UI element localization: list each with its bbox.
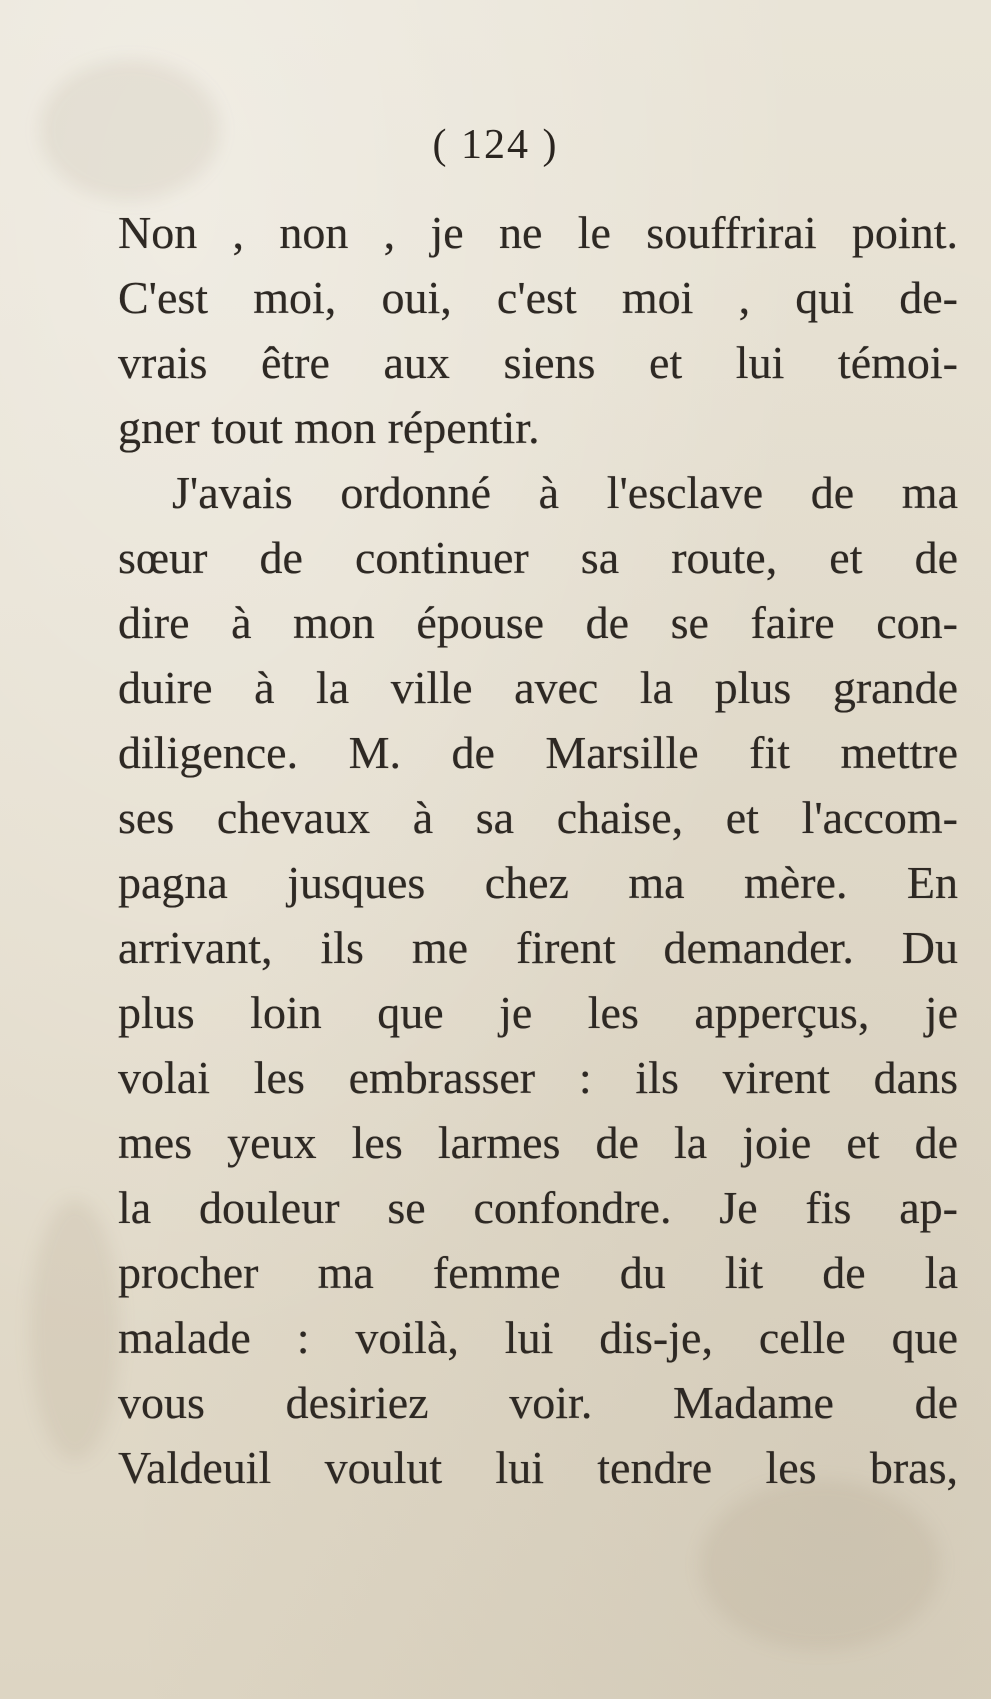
text-line: plus loin que je les apperçus, je [118,987,958,1038]
text-line: dire à mon épouse de se faire con- [118,597,958,648]
text-line: Non , non , je ne le souffrirai point. [118,207,958,258]
text-line: gner tout mon répentir. [118,402,540,453]
text-line: la douleur se confondre. Je fis ap- [118,1182,958,1233]
page-number-header: ( 124 ) [432,122,559,168]
text-line: duire à la ville avec la plus grande [118,662,958,713]
text-line: diligence. M. de Marsille fit mettre [118,727,958,778]
paragraph-first-line: J'avais ordonné à l'esclave de ma [172,467,958,518]
paper-stain [30,1200,120,1460]
text-line: procher ma femme du lit de la [118,1247,958,1298]
paper-stain [700,1480,940,1650]
text-line: ses chevaux à sa chaise, et l'accom- [118,792,958,843]
text-line: mes yeux les larmes de la joie et de [118,1117,958,1168]
body-text [118,200,958,1500]
text-line: pagna jusques chez ma mère. En [118,857,958,908]
text-line: vous desiriez voir. Madame de [118,1377,958,1428]
text-line: C'est moi, oui, c'est moi , qui de- [118,272,958,323]
text-line: Valdeuil voulut lui tendre les bras, [118,1442,958,1493]
text-line: vrais être aux siens et lui témoi- [118,337,958,388]
text-line: volai les embrasser : ils virent dans [118,1052,958,1103]
text-line: sœur de continuer sa route, et de [118,532,958,583]
text-line: arrivant, ils me firent demander. Du [118,922,958,973]
text-line: malade : voilà, lui dis-je, celle que [118,1312,958,1363]
